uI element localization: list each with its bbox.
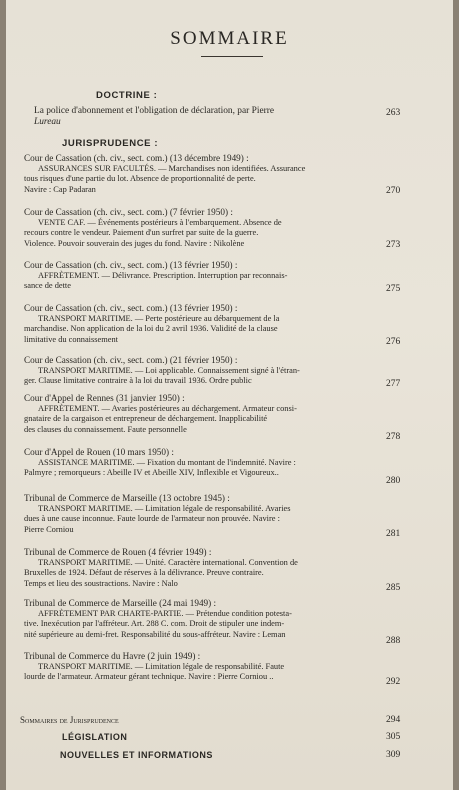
entry-line: ASSISTANCE MARITIME. — Fixation du montant de l'indemnité. Navire :	[38, 457, 296, 467]
entry-line: recours contre le vendeur. Paiement d'un surfret par suite de la guerre.	[24, 228, 259, 238]
court-heading: Tribunal de Commerce de Marseille (13 octobre 1945) :	[24, 493, 230, 503]
footer-page-number: 309	[386, 750, 401, 760]
entry-page-number: 281	[386, 529, 401, 539]
entry-line: lourde de l'armateur. Armateur gérant technique. Navire : Pierre Corniou ..	[24, 672, 274, 682]
entry-line: sance de dette	[24, 281, 71, 291]
entry-line: TRANSPORT MARITIME. — Limitation légale de responsabilité. Faute	[38, 661, 285, 671]
court-heading: Tribunal de Commerce de Rouen (4 février 1949) :	[24, 547, 212, 557]
entry-page-number: 275	[386, 284, 401, 294]
footer-label: LÉGISLATION	[62, 732, 128, 742]
footer-label: Sommaires de Jurisprudence	[20, 715, 119, 725]
entry-line: Violence. Pouvoir souverain des juges du fond. Navire : Nikolène	[24, 238, 245, 248]
court-heading: Cour de Cassation (ch. civ., sect. com.) (13 décembre 1949) :	[24, 153, 249, 163]
court-heading: Tribunal de Commerce de Marseille (24 mai 1949) :	[24, 598, 217, 608]
entry-line: limitative du connaissement	[24, 334, 118, 344]
toc-entry	[24, 153, 374, 195]
entry-line: tive. Inexécution par l'affréteur. Art. 288 C. com. Droit de stipuler une indem-	[24, 619, 285, 629]
entry-line: AFFRÈTEMENT PAR CHARTE-PARTIE. — Prétendue condition potesta-	[38, 608, 292, 618]
document-page	[6, 0, 453, 790]
jurisprudence-heading: JURISPRUDENCE :	[62, 138, 159, 149]
entry-page-number: 273	[386, 240, 401, 250]
entry-line: TRANSPORT MARITIME. — Limitation légale de responsabilité. Avaries	[38, 503, 291, 513]
entry-line: Palmyre ; remorqueurs : Abeille IV et Abeille XIV, Inflexible et Vigoureux..	[24, 468, 279, 478]
court-heading: Cour de Cassation (ch. civ., sect. com.) (13 février 1950) :	[24, 303, 238, 313]
doctrine-heading: DOCTRINE :	[96, 90, 158, 101]
toc-entry	[24, 547, 374, 589]
entry-page-number: 280	[386, 476, 401, 486]
court-heading: Cour de Cassation (ch. civ., sect. com.) (7 février 1950) :	[24, 207, 233, 217]
toc-entry	[24, 393, 374, 435]
entry-line: TRANSPORT MARITIME. — Unité. Caractère international. Convention de	[38, 557, 298, 567]
court-heading: Tribunal de Commerce du Havre (2 juin 1949) :	[24, 651, 201, 661]
doctrine-line-2: Lureau	[34, 117, 61, 127]
entry-page-number: 285	[386, 583, 401, 593]
entry-page-number: 278	[386, 432, 401, 442]
entry-page-number: 270	[386, 186, 401, 196]
footer-page-number: 305	[386, 732, 401, 742]
toc-entry	[24, 651, 374, 683]
toc-entry	[24, 447, 374, 479]
entry-line: AFFRÈTEMENT. — Avaries postérieures au déchargement. Armateur consi-	[38, 403, 297, 413]
entry-line: TRANSPORT MARITIME. — Loi applicable. Connaissement signé à l'étran-	[38, 365, 300, 375]
court-heading: Cour de Cassation (ch. civ., sect. com.) (13 février 1950) :	[24, 260, 238, 270]
toc-entry	[24, 355, 374, 387]
entry-line: TRANSPORT MARITIME. — Perte postérieure au débarquement de la	[38, 313, 280, 323]
footer-page-number: 294	[386, 715, 401, 725]
entry-page-number: 277	[386, 379, 401, 389]
toc-entry	[24, 493, 374, 535]
footer-label: NOUVELLES ET INFORMATIONS	[60, 750, 213, 760]
toc-entry	[24, 598, 374, 640]
entry-page-number: 276	[386, 337, 401, 347]
entry-line: ger. Clause limitative contraire à la loi du travail 1936. Ordre public	[24, 376, 252, 386]
doctrine-line-1: La police d'abonnement et l'obligation de déclaration, par Pierre	[34, 106, 275, 116]
doctrine-entry	[34, 106, 384, 128]
entry-page-number: 288	[386, 636, 401, 646]
toc-entry	[24, 303, 374, 345]
entry-line: AFFRÈTEMENT. — Délivrance. Prescription. Interruption par reconnais-	[38, 270, 288, 280]
entry-line: Navire : Cap Padaran	[24, 184, 96, 194]
entry-line: Bruxelles de 1924. Défaut de réserves à la délivrance. Preuve contraire.	[24, 568, 264, 578]
toc-entry	[24, 207, 374, 249]
entry-line: VENTE CAF. — Événements postérieurs à l'embarquement. Absence de	[38, 217, 282, 227]
page-title: SOMMAIRE	[170, 28, 289, 49]
doctrine-page: 263	[386, 108, 401, 118]
entry-line: marchandise. Non application de la loi du 2 avril 1936. Validité de la clause	[24, 324, 278, 334]
toc-entry	[24, 260, 374, 292]
entry-line: dues à une cause inconnue. Faute lourde de l'armateur non prouvée. Navire :	[24, 514, 280, 524]
entry-line: tous risques d'une partie du lot. Absence de proportionnalité de perte.	[24, 174, 256, 184]
title-rule	[201, 56, 263, 57]
entry-line: ASSURANCES SUR FACULTÉS. — Marchandises non identifiées. Assurance	[38, 163, 306, 173]
entry-line: Pierre Corniou	[24, 524, 74, 534]
court-heading: Cour d'Appel de Rouen (10 mars 1950) :	[24, 447, 174, 457]
entry-line: nité supérieure au demi-fret. Responsabilité du sous-affréteur. Navire : Leman	[24, 629, 286, 639]
entry-line: des clauses du connaissement. Faute personnelle	[24, 424, 187, 434]
court-heading: Cour de Cassation (ch. civ., sect. com.) (21 février 1950) :	[24, 355, 238, 365]
court-heading: Cour d'Appel de Rennes (31 janvier 1950) :	[24, 393, 185, 403]
entry-line: gnataire de la cargaison et entrepreneur de déchargement. Inapplicabilité	[24, 414, 268, 424]
entry-page-number: 292	[386, 677, 401, 687]
entry-line: Temps et lieu des soustractions. Navire : Nalo	[24, 578, 178, 588]
